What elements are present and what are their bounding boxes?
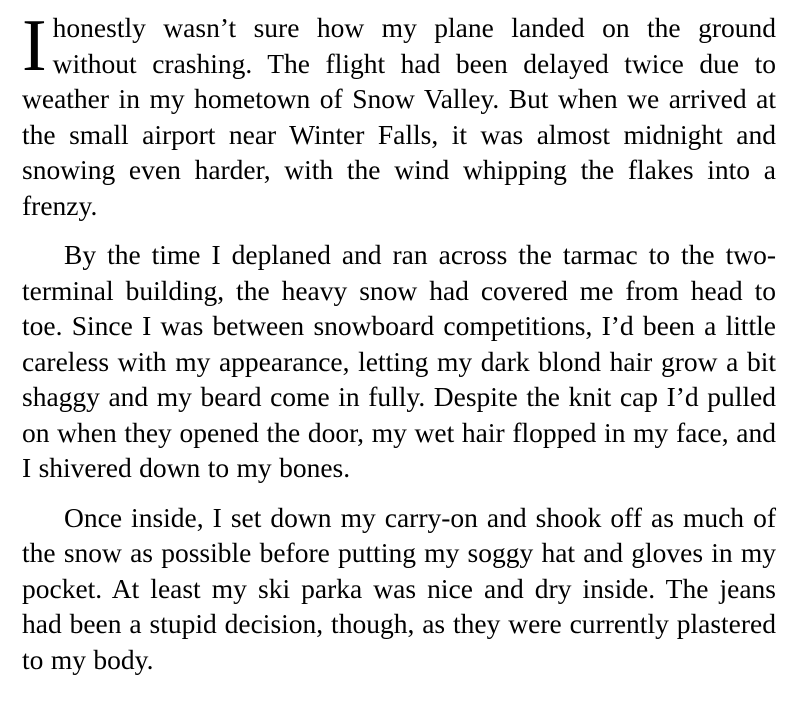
- paragraph-2: By the time I deplaned and ran across the tarmac to the two-terminal building, the heavy snow had covered me from head to toe. Since I was between snowboard competitions, I’d been a little careless with my appearance, letting my dark blond hair grow a bit shaggy and my beard come in fully. Despite the knit cap I’d pulled on when they opened the door, my wet hair flopped in my face, and I shivered down to my bones.: [22, 239, 776, 483]
- paragraph-3: Once inside, I set down my carry-on and shook off as much of the snow as possible before putting my soggy hat and gloves in my pocket. At least my ski parka was nice and dry inside. The jeans had been a stupid decision, though, as they were currently plastered to my body.: [22, 501, 776, 675]
- paragraph-1-text: honestly wasn’t sure how my plane landed on the ground without crashing. The flight had been delayed twice due to weather in my hometown of Snow Valley. But when we arrived at the small airport near Winter Falls, it was almost midnight and snowing even harder, with the wind whipping the flakes into a frenzy.: [22, 12, 776, 221]
- drop-cap: I: [22, 5, 47, 87]
- paragraph-1: [22, 5, 776, 223]
